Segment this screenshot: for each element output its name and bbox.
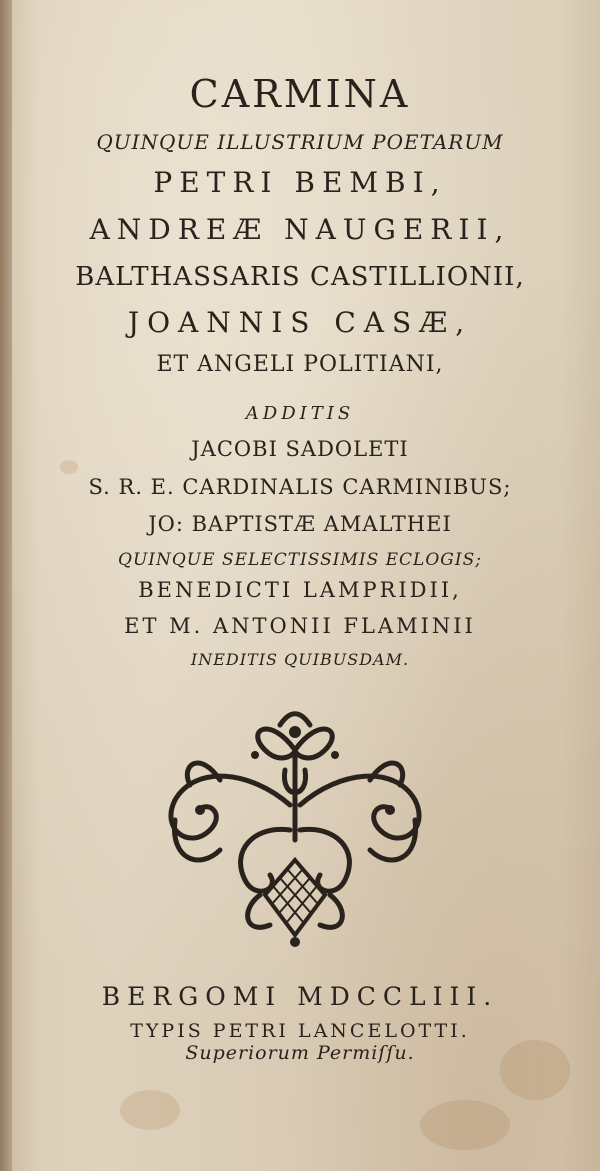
poet-name: JOANNIS CASÆ, [127,306,473,339]
foxing-stain [420,1100,510,1150]
addition-line: QUINQUE SELECTISSIMIS ECLOGIS; [118,550,482,570]
additis-label: ADDITIS [245,403,355,424]
poet-name: ANDREÆ NAUGERII, [89,213,511,246]
addition-line: ET M. ANTONII FLAMINII [124,614,476,638]
foxing-stain [120,1090,180,1130]
addition-line: JO: BAPTISTÆ AMALTHEI [148,512,452,536]
addition-line: JACOBI SADOLETI [191,437,409,461]
imprint-printer: TYPIS PETRI LANCELOTTI. [130,1020,470,1042]
imprint-permission: Superiorum Permiſſu. [185,1042,415,1064]
page-title: CARMINA [189,72,411,116]
addition-line: INEDITIS QUIBUSDAM. [190,650,410,669]
imprint-place-date: BERGOMI MDCCLIII. [101,982,499,1011]
addition-line: BENEDICTI LAMPRIDII, [138,578,462,602]
addition-line: S. R. E. CARDINALIS CARMINIBUS; [88,475,512,499]
foxing-stain [60,460,78,474]
printers-ornament-icon [160,710,430,955]
poet-name: PETRI BEMBI, [153,166,447,199]
poet-name: ET ANGELI POLITIANI, [156,352,444,377]
poet-name: BALTHASSARIS CASTILLIONII, [75,262,525,292]
subtitle: QUINQUE ILLUSTRIUM POETARUM [96,130,504,154]
